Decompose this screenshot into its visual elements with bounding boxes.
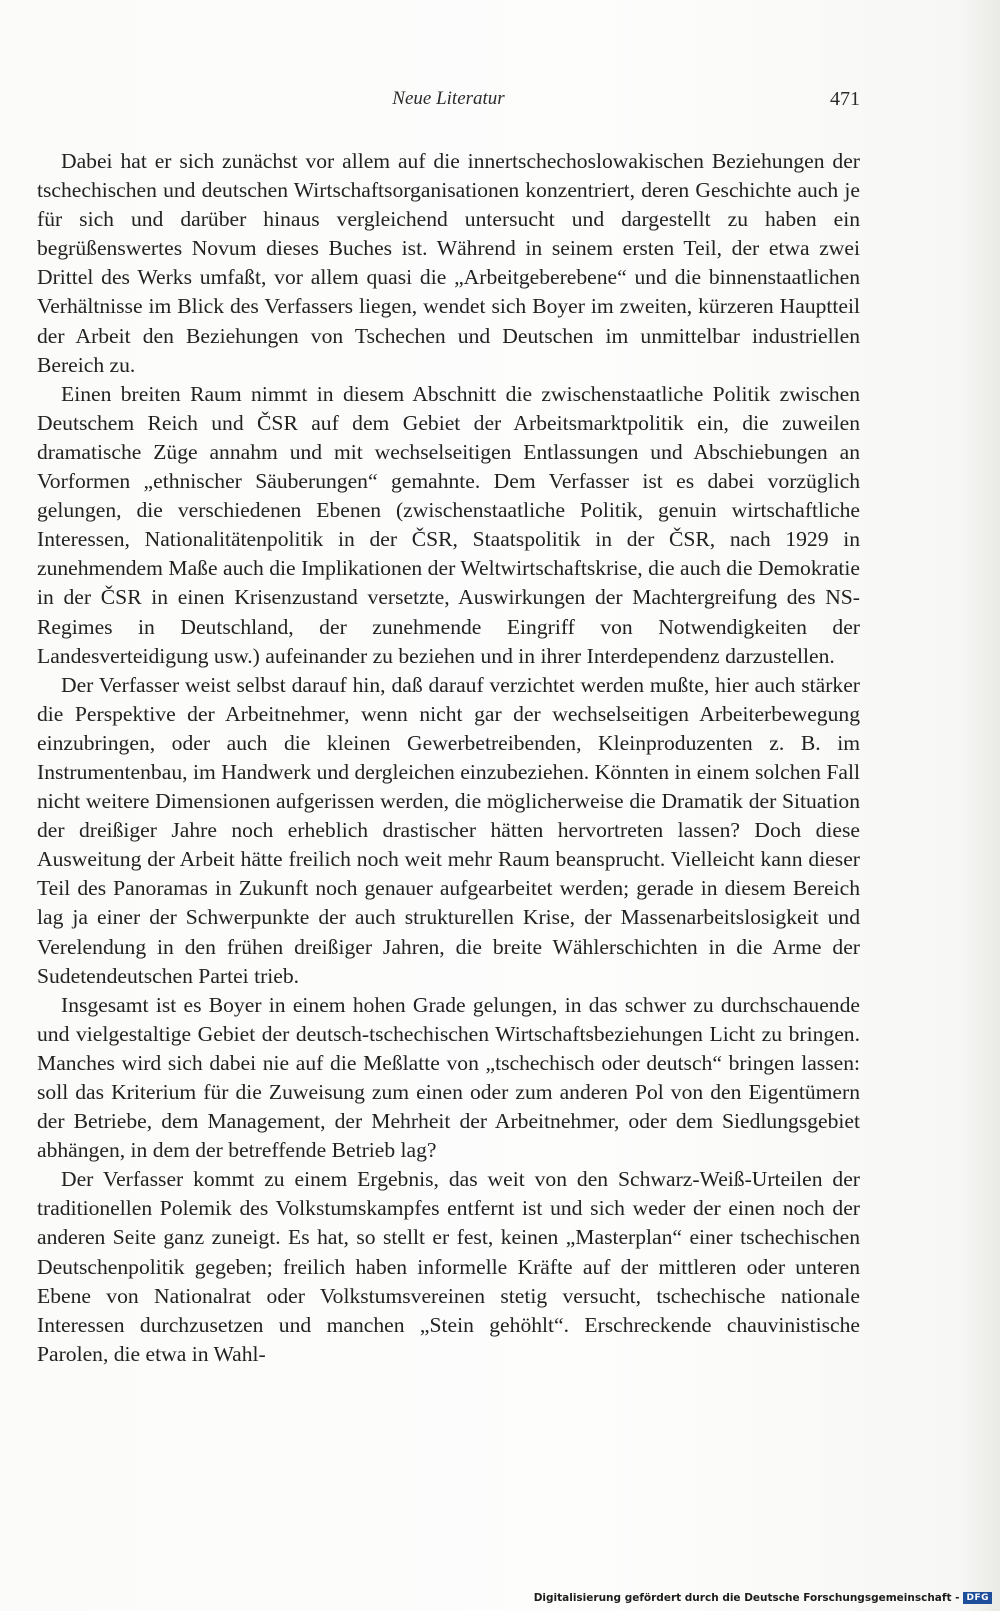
page-number: 471 xyxy=(830,88,860,110)
paragraph: Insgesamt ist es Boyer in einem hohen Grade gelungen, in das schwer zu durchschauende und vielgestaltige Gebiet der deutsch-tschechischen Wirtschaftsbeziehungen Licht zu bringen. Manches wird sich dabei nie auf die Meßlatte von „tschechisch oder deutsch“ bringen lassen: soll das Kriterium für die Zuweisung zum einen oder zum anderen Pol von den Eigentümern der Betriebe, dem Management, der Mehrheit der Arbeitnehmer, oder dem Siedlungsgebiet abhängen, in dem der betreffende Betrieb lag? xyxy=(37,992,860,1163)
dfg-logo: DFG xyxy=(963,1592,992,1604)
running-title: Neue Literatur xyxy=(392,88,505,109)
paragraph: Der Verfasser weist selbst darauf hin, daß darauf verzichtet werden mußte, hier auch stärker die Perspektive der Arbeitnehmer, wenn nicht gar der wechselseitigen Arbeiterbewegung einzubringen, oder auch die kleinen Gewerbetreibenden, Kleinproduzenten z. B. im Instrumentenbau, im Handwerk und dergleichen einzubeziehen. Könnten in einem solchen Fall nicht weitere Dimensionen aufgerissen werden, die möglicherweise die Dramatik der Situation der dreißiger Jahre noch erheblich drastischer hätten hervortreten lassen? Doch diese Ausweitung der Arbeit hätte freilich noch weit mehr Raum beansprucht. Vielleicht kann dieser Teil des Panoramas in Zukunft noch genauer aufgearbeitet werden; gerade in diesem Bereich lag ja einer der Schwerpunkte der auch strukturellen Krise, der Massenarbeitslosigkeit und Verelendung in den frühen dreißiger Jahren, die breite Wählerschichten in die Arme der Sudetendeutschen Partei trieb. xyxy=(37,672,860,988)
paragraph: Der Verfasser kommt zu einem Ergebnis, das weit von den Schwarz-Weiß-Urteilen der traditionellen Polemik des Volkstumskampfes entfernt ist und sich weder der einen noch der anderen Seite ganz zuneigt. Es hat, so stellt er fest, keinen „Masterplan“ einer tschechischen Deutschenpolitik gegeben; freilich haben informelle Kräfte auf der mittleren oder unteren Ebene von Nationalrat oder Volkstumsvereinen stetig versucht, tschechische nationale Interessen durchzusetzen und manchen „Stein gehöhlt“. Erschreckende chauvinistische Parolen, die etwa in Wahl- xyxy=(37,1167,860,1366)
paragraph: Dabei hat er sich zunächst vor allem auf die innertschechoslowakischen Beziehungen der tschechischen und deutschen Wirtschaftsorganisationen konzentriert, deren Geschichte auch je für sich und darüber hinaus vergleichend untersucht und dargestellt zu haben ein begrüßenswertes Novum dieses Buches ist. Während in seinem ersten Teil, der etwa zwei Drittel des Werks umfaßt, vor allem quasi die „Arbeitgeberebene“ und die binnenstaatlichen Verhältnisse im Blick des Verfassers liegen, wendet sich Boyer im zweiten, kürzeren Hauptteil der Arbeit den Beziehungen von Tschechen und Deutschen im unmittelbar industriellen Bereich zu. xyxy=(37,149,860,377)
digitization-footer xyxy=(534,1590,992,1606)
body-text xyxy=(37,147,860,1369)
page-header xyxy=(37,88,860,118)
paragraph: Einen breiten Raum nimmt in diesem Abschnitt die zwischenstaatliche Politik zwischen Deutschem Reich und ČSR auf dem Gebiet der Arbeitsmarktpolitik ein, die zuweilen dramatische Züge annahm und mit wechselseitigen Entlassungen und Abschiebungen an Vorformen „ethnischer Säuberungen“ gemahnte. Dem Verfasser ist es dabei vorzüglich gelungen, die verschiedenen Ebenen (zwischenstaatliche Politik, genuin wirtschaftliche Interessen, Nationalitätenpolitik in der ČSR, Staatspolitik in der ČSR, nach 1929 in zunehmendem Maße auch die Implikationen der Weltwirtschaftskrise, die auch die Demokratie in der ČSR in einen Krisenzustand versetzte, Auswirkungen der Machtergreifung des NS-Regimes in Deutschland, der zunehmende Eingriff von Notwendigkeiten der Landesverteidigung usw.) aufeinander zu beziehen und in ihrer Interdependenz darzustellen. xyxy=(37,381,860,668)
footer-text: Digitalisierung gefördert durch die Deutsche Forschungsgemeinschaft - xyxy=(533,1592,960,1604)
